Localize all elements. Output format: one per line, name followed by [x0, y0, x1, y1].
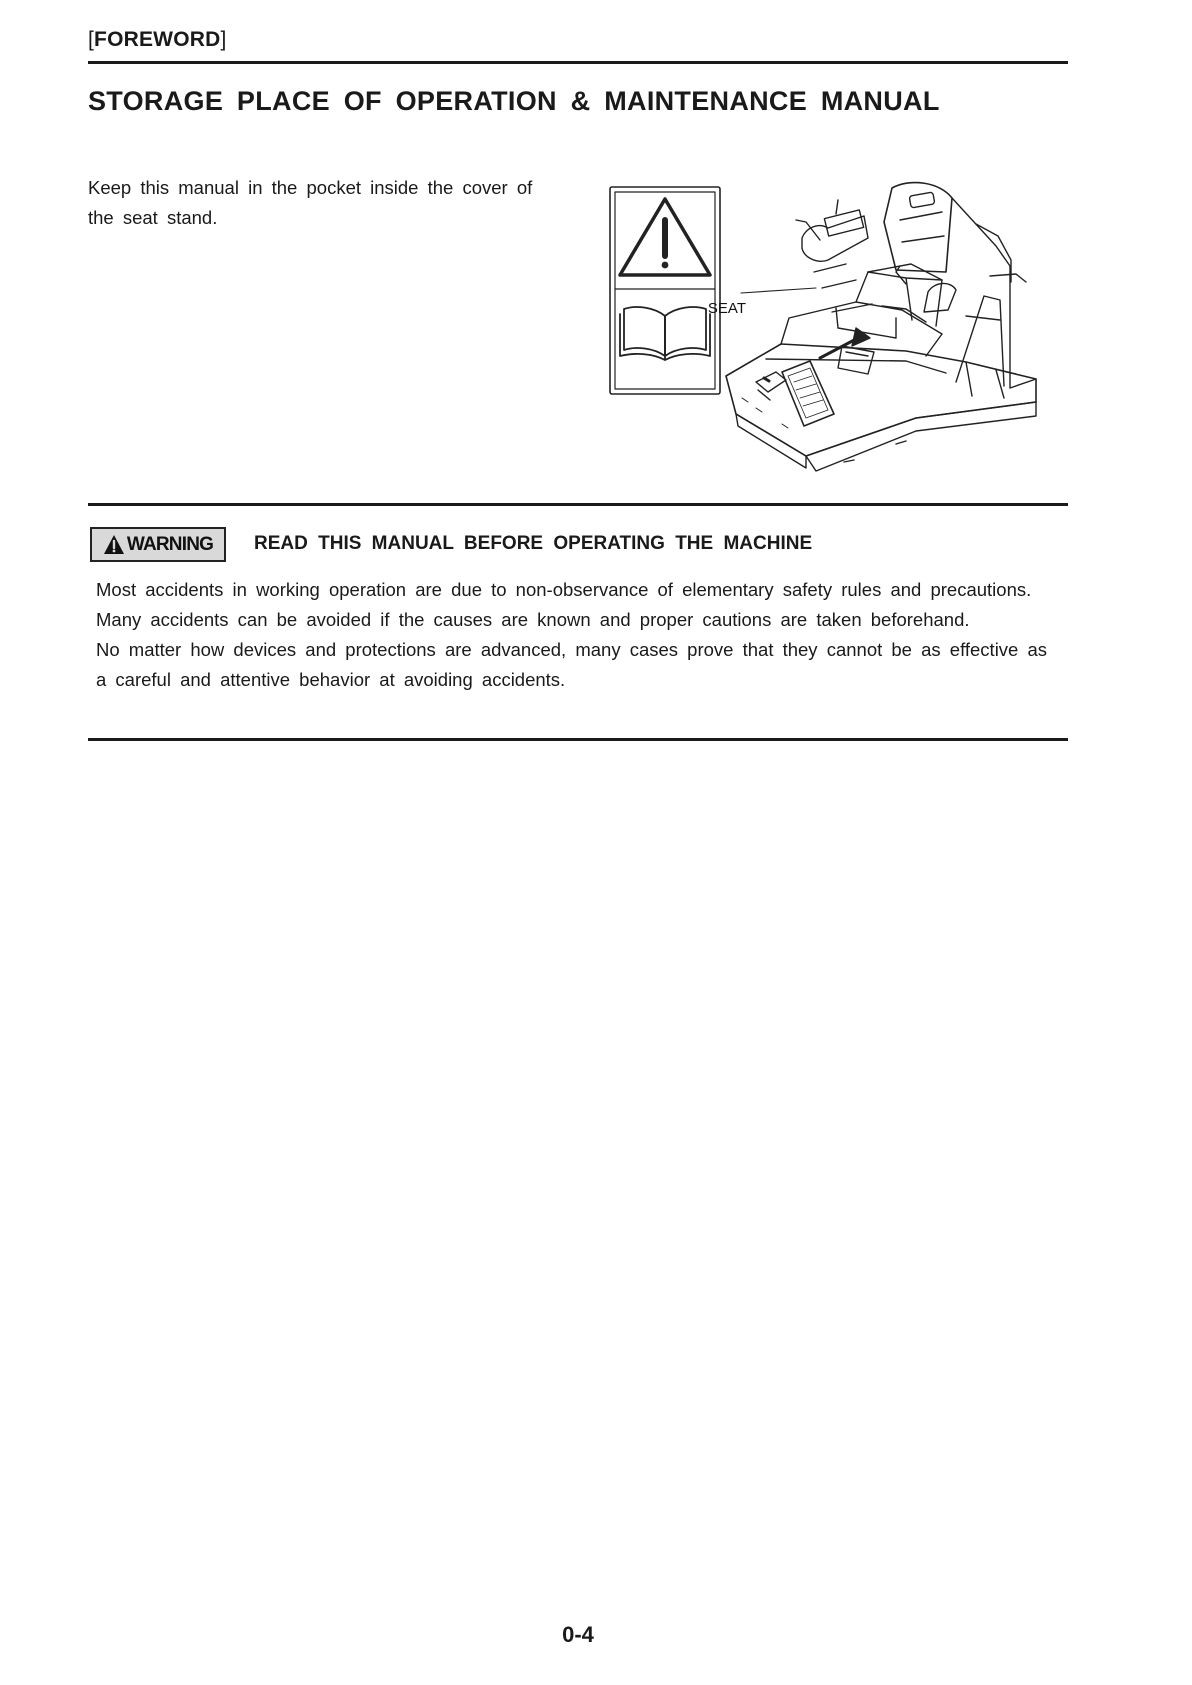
- warning-top-rule: [88, 503, 1068, 506]
- page-title: STORAGE PLACE OF OPERATION & MAINTENANCE MANUAL: [88, 86, 940, 116]
- warning-triangle-small-icon: [103, 534, 125, 556]
- warning-paragraph: Many accidents can be avoided if the causes are known and proper cautions are taken beforehand.: [96, 609, 970, 630]
- warning-heading: READ THIS MANUAL BEFORE OPERATING THE MACHINE: [254, 533, 813, 554]
- header-rule: [88, 61, 1068, 64]
- warning-bottom-rule: [88, 738, 1068, 741]
- warning-body: [96, 575, 1066, 695]
- seat-stand-figure: [606, 176, 1056, 481]
- page-number: 0-4: [562, 1622, 594, 1647]
- section-tag: [FOREWORD]: [88, 28, 227, 51]
- warning-paragraph: Most accidents in working operation are due to non-observance of elementary safety rules and precautions.: [96, 579, 1032, 600]
- section-label: FOREWORD: [94, 28, 221, 51]
- warning-badge-text: WARNING: [126, 533, 214, 555]
- warning-badge: [90, 527, 226, 562]
- open-book-icon: [620, 307, 710, 360]
- seat-label: SEAT: [707, 300, 746, 317]
- intro-text: Keep this manual in the pocket inside the cover of the seat stand.: [88, 177, 533, 228]
- warning-triangle-icon: [620, 199, 710, 275]
- safety-decal: [610, 187, 720, 394]
- seat-stand-illustration: [726, 183, 1036, 471]
- warning-paragraph: No matter how devices and protections are advanced, many cases prove that they cannot be as effective as a careful and attentive behavior at avoiding accidents.: [96, 639, 1048, 690]
